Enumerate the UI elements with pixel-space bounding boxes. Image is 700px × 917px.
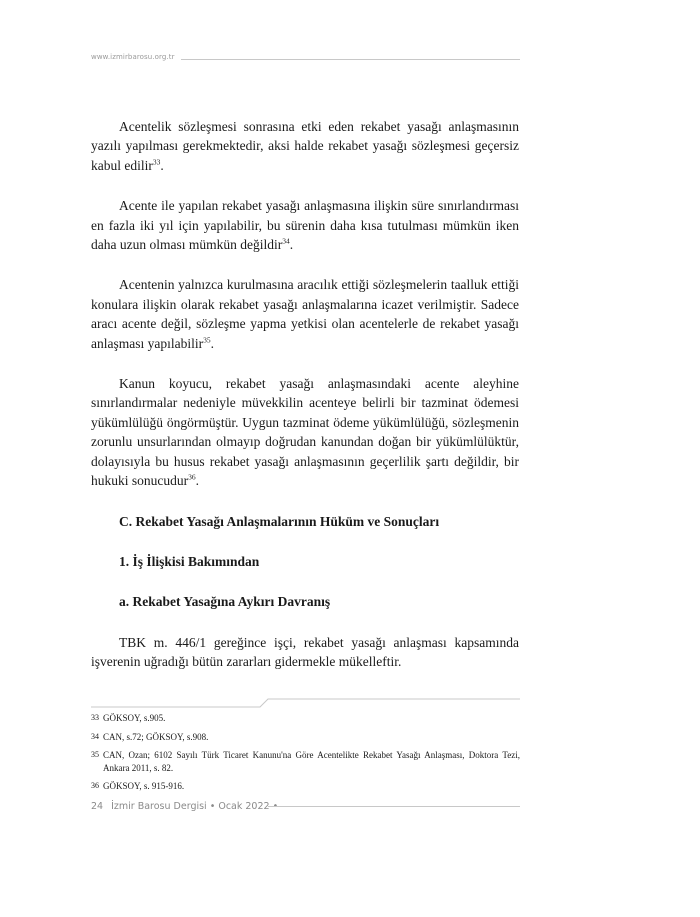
page-number: 24 bbox=[91, 801, 104, 812]
footnote-text: CAN, Ozan; 6102 Sayılı Türk Ticaret Kanunu'na Göre Acentelikte Rekabet Yasağı Anlaşması, Doktora Tezi, Ankara 2011, s. 82. bbox=[103, 750, 520, 773]
footnote-ref-33[interactable]: 33 bbox=[152, 157, 161, 167]
paragraph-1-end: . bbox=[160, 157, 164, 173]
footnote-rule bbox=[91, 698, 520, 708]
paragraph-1 bbox=[91, 117, 519, 175]
section-heading-a: a. Rekabet Yasağına Aykırı Davranış bbox=[119, 594, 331, 610]
paragraph-2-end: . bbox=[289, 237, 294, 253]
paragraph-3 bbox=[91, 275, 519, 353]
footnote-ref-36[interactable]: 36 bbox=[188, 472, 196, 482]
footnote-33 bbox=[91, 712, 520, 725]
footnote-34 bbox=[91, 731, 520, 744]
section-heading-1: 1. İş İlişkisi Bakımından bbox=[119, 553, 260, 569]
paragraph-2-text: Acente ile yapılan rekabet yasağı anlaşmasına ilişkin süre sınırlandırması en fazla iki yıl için yapılabilir, bu sürenin daha kısa tutulması mümkün iken daha uzun olması mümkün değildir bbox=[91, 198, 519, 253]
footer-rule bbox=[268, 806, 520, 807]
body-text bbox=[91, 117, 519, 693]
paragraph-4-end: . bbox=[195, 473, 199, 489]
journal-title: İzmir Barosu Dergisi • Ocak 2022 • bbox=[111, 801, 279, 812]
paragraph-3-text: Acentenin yalnızca kurulmasına aracılık ettiği sözleşmelerin taalluk ettiği konulara ilişkin olarak rekabet yasağı anlaşmalarına icazet verilmiştir. Sadece aracı acente değil, sözleşme yapma yetkisi olan acentelerle de rekabet yasağı anlaşması yapılabilir bbox=[91, 277, 519, 351]
footnote-text: CAN, s.72; GÖKSOY, s.908. bbox=[103, 731, 209, 742]
page-footer bbox=[91, 801, 278, 812]
footnote-ref-35[interactable]: 35 bbox=[203, 335, 211, 345]
footnote-number: 36 bbox=[91, 781, 99, 790]
paragraph-4-text: Kanun koyucu, rekabet yasağı anlaşmasındaki acente aleyhine sınırlandırmalar nedeniyle müvekkilin acenteye belirli bir tazminat ödemesi yükümlülüğü öngörmüştür. Uygun tazminat ödeme yükümlülüğü, sözleşmenin zorunlu unsurlarından olmayıp doğrudan kanundan doğan bir yükümlülüktür, dolayısıyla bu husus rekabet yasağı anlaşmasının geçerlilik şartı değildir, bir hukuki sonucudur bbox=[91, 376, 519, 489]
paragraph-4 bbox=[91, 374, 519, 490]
footnote-ref-34[interactable]: 34 bbox=[282, 236, 290, 246]
footnote-text: GÖKSOY, s.905. bbox=[103, 713, 166, 723]
footnote-number: 34 bbox=[91, 731, 99, 741]
footnote-text: GÖKSOY, s. 915-916. bbox=[103, 781, 185, 791]
footnote-35 bbox=[91, 749, 520, 774]
header-url: www.izmirbarosu.org.tr bbox=[91, 53, 175, 61]
footnote-number: 35 bbox=[91, 750, 99, 759]
paragraph-3-end: . bbox=[210, 335, 214, 351]
section-heading-c: C. Rekabet Yasağı Anlaşmalarının Hüküm ve Sonuçları bbox=[119, 513, 440, 529]
header-rule bbox=[181, 59, 520, 60]
footnote-36 bbox=[91, 780, 520, 793]
footnote-number: 33 bbox=[91, 713, 99, 722]
paragraph-1-text: Acentelik sözleşmesi sonrasına etki eden rekabet yasağı anlaşmasının yazılı yapılması gerekmektedir, aksi halde rekabet yasağı sözleşmesi geçersiz kabul edilir bbox=[91, 119, 519, 173]
footnotes bbox=[91, 712, 520, 799]
paragraph-2 bbox=[91, 196, 519, 254]
paragraph-5: TBK m. 446/1 gereğince işçi, rekabet yasağı anlaşması kapsamında işverenin uğradığı bütün zararları gidermekle mükelleftir. bbox=[91, 634, 519, 670]
